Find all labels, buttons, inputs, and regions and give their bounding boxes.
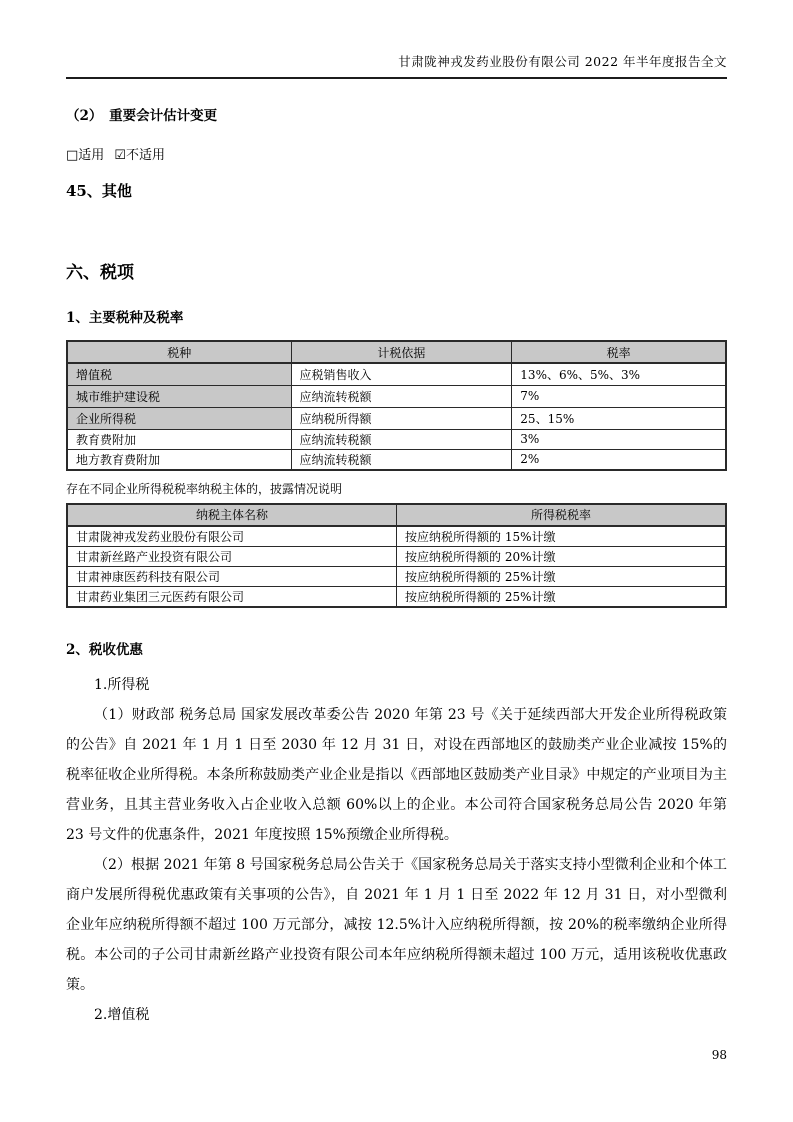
tax-name-cell: 地方教育费附加 [67,449,291,470]
heading-main-taxes: 1、主要税种及税率 [66,310,184,326]
disclosure-note: 存在不同企业所得税税率纳税主体的，披露情况说明 [66,481,343,496]
tax-table-header-rate: 税率 [512,341,726,363]
income-tax-subheading: 1.所得税 [94,676,150,693]
entity-name-cell: 甘肃陇神戎发药业股份有限公司 [67,526,397,547]
tax-basis-cell: 应纳流转税额 [291,385,512,407]
tax-name-cell: 城市维护建设税 [67,385,291,407]
tax-rate-cell: 2% [512,449,726,470]
income-tax-paragraph-2: （2）根据 2021 年第 8 号国家税务总局公告关于《国家税务总局关于落实支持小型微利企业和个体工商户发展所得税优惠政策有关事项的公告》，自 2021 年 1 月 1 日至 2022 年 12 月 31 日，对小型微利企业年应纳税所得额不超过 100 万元部分，减按 12.5%计入应纳税所得额，按 20%的税率缴纳企业所得税。本公司的子公司甘肃新丝路产业投资有限公司本年应纳税所得额未超过 100 万元，适用该税收优惠政策。 [66,856,727,993]
table-row [67,546,726,566]
table-row [67,449,726,470]
entity-rate-cell: 按应纳税所得额的 20%计缴 [397,546,727,566]
vat-subheading: 2.增值税 [94,1006,150,1023]
option-applicable [66,148,104,163]
page-content [0,104,793,1030]
taxpayer-entity-table [66,503,727,608]
tax-name-cell: 企业所得税 [67,407,291,429]
heading-other: 45、其他 [66,182,132,200]
entity-rate-cell: 按应纳税所得额的 15%计缴 [397,526,727,547]
table-row [67,363,726,385]
entity-table-header-rate: 所得税税率 [397,504,727,526]
entity-name-cell: 甘肃神康医药科技有限公司 [67,566,397,586]
tax-rate-table [66,340,727,471]
entity-rate-cell: 按应纳税所得额的 25%计缴 [397,586,727,607]
tax-name-cell: 增值税 [67,363,291,385]
heading-tax-section: 六、税项 [66,263,134,283]
table-row [67,586,726,607]
table-row [67,407,726,429]
tax-table-header-row [67,341,726,363]
entity-table-header-row [67,504,726,526]
tax-basis-cell: 应税销售收入 [291,363,512,385]
tax-rate-cell: 3% [512,429,726,449]
entity-name-cell: 甘肃药业集团三元医药有限公司 [67,586,397,607]
checkbox-checked-icon: ☑ [114,148,126,163]
heading-tax-incentives: 2、税收优惠 [66,641,143,658]
applicability-line [66,144,727,163]
checkbox-unchecked-icon: □ [66,148,79,163]
table-row [67,526,726,547]
table-row [67,429,726,449]
tax-rate-cell: 7% [512,385,726,407]
option-not-applicable [114,148,165,163]
income-tax-paragraph-1: （1）财政部 税务总局 国家发展改革委公告 2020 年第 23 号《关于延续西部大开发企业所得税政策的公告》自 2021 年 1 月 1 日至 2030 年 12 月 31 日，对设在西部地区的鼓励类产业企业减按 15%的税率征收企业所得税。本条所称鼓励类产业企业是指以《西部地区鼓励类产业目录》中规定的产业项目为主营业务，且其主营业务收入占企业收入总额 60%以上的企业。本公司符合国家税务总局公告 2020 年第 23 号文件的优惠条件，2021 年度按照 15%预缴企业所得税。 [66,706,727,843]
entity-table-header-name: 纳税主体名称 [67,504,397,526]
tax-table-header-category: 税种 [67,341,291,363]
option-applicable-label: 适用 [78,148,105,163]
option-not-applicable-label: 不适用 [125,148,165,163]
page-number: 98 [711,1048,727,1062]
tax-basis-cell: 应纳流转税额 [291,449,512,470]
tax-name-cell: 教育费附加 [67,429,291,449]
tax-basis-cell: 应纳税所得额 [291,407,512,429]
tax-basis-cell: 应纳流转税额 [291,429,512,449]
report-header-title: 甘肃陇神戎发药业股份有限公司 2022 年半年度报告全文 [66,0,727,79]
table-row [67,566,726,586]
tax-rate-cell: 13%、6%、5%、3% [512,363,726,385]
entity-rate-cell: 按应纳税所得额的 25%计缴 [397,566,727,586]
table-row [67,385,726,407]
entity-name-cell: 甘肃新丝路产业投资有限公司 [67,546,397,566]
tax-table-header-basis: 计税依据 [291,341,512,363]
tax-rate-cell: 25、15% [512,407,726,429]
heading-accounting-estimate-change: （2） 重要会计估计变更 [66,108,218,124]
